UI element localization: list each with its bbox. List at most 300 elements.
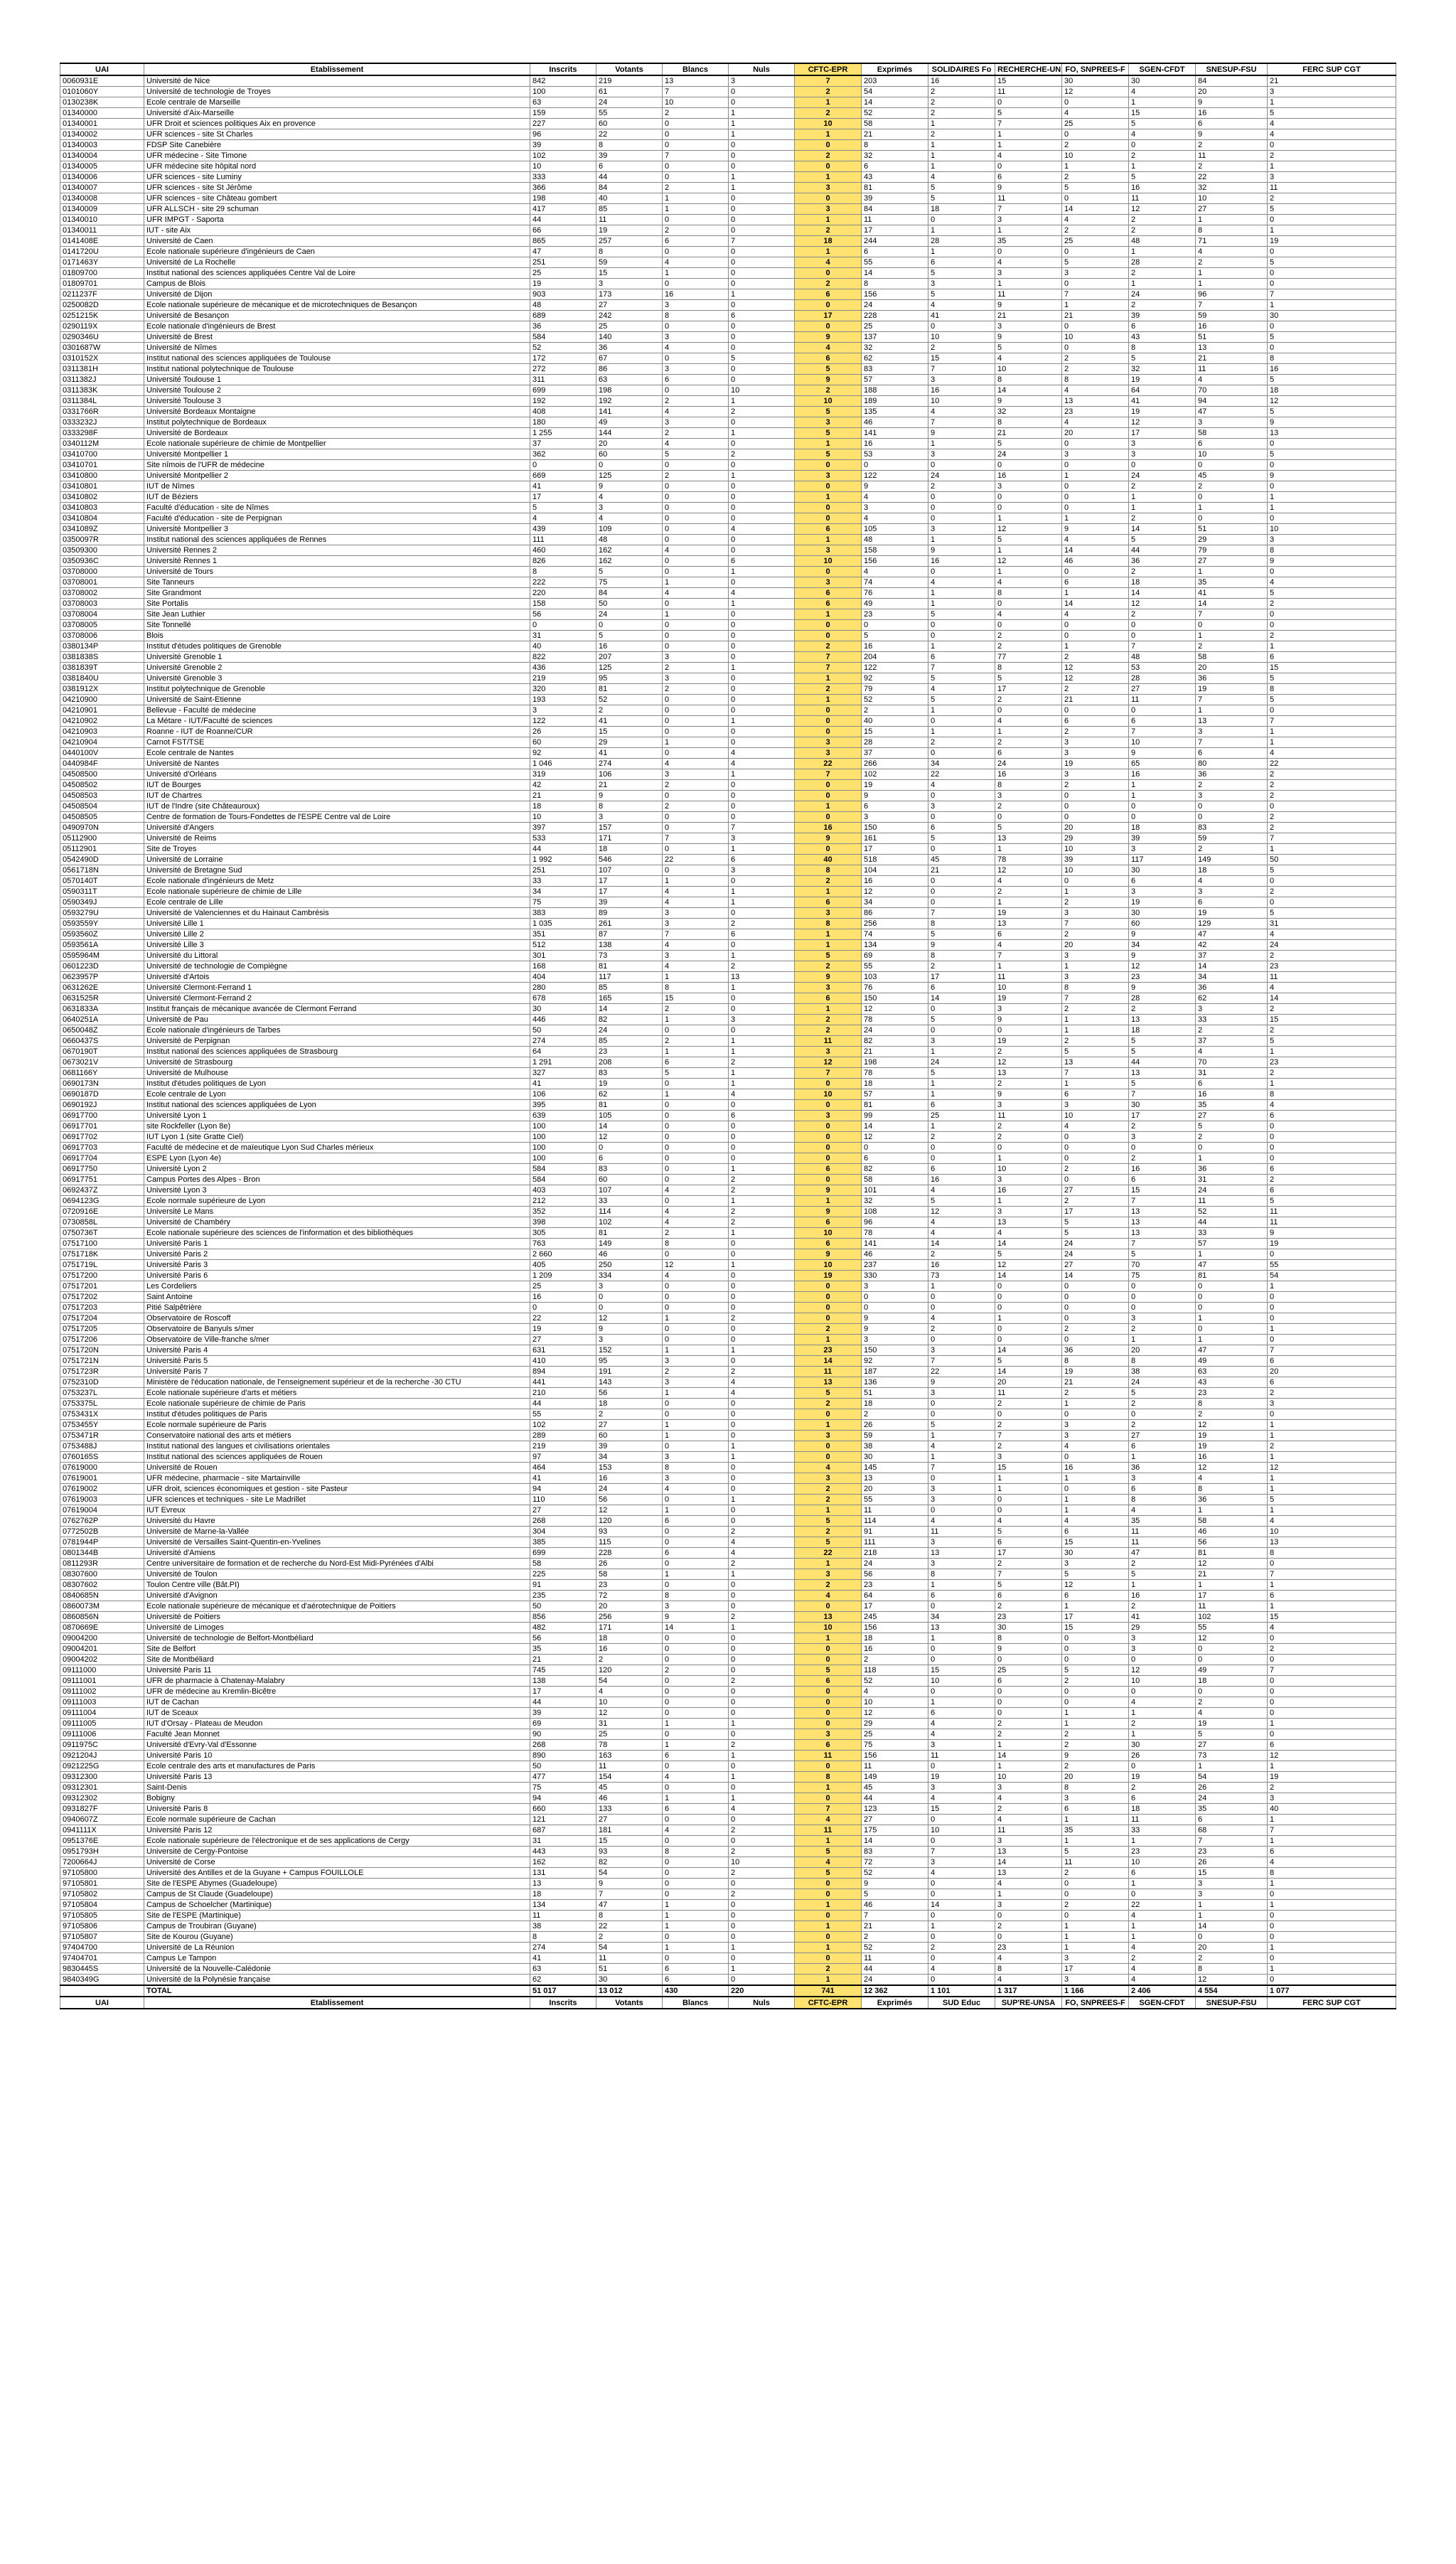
- cell-fo-snprees: 0: [1062, 343, 1129, 353]
- cell-solidaires: 7: [928, 417, 995, 428]
- table-row: [60, 961, 1396, 972]
- table-row: [60, 1345, 1396, 1356]
- cell-solidaires: 9: [928, 545, 995, 556]
- cell-blancs: 0: [663, 791, 729, 801]
- cell-nuls: 0: [729, 1932, 795, 1943]
- cell-votants: 140: [596, 332, 663, 343]
- cell-inscrits: 410: [530, 1356, 596, 1367]
- cell-solidaires: 2: [928, 1324, 995, 1335]
- cell-exprimes: 32: [862, 1196, 928, 1207]
- cell-cftc-epr: 2: [795, 87, 862, 97]
- cell-nuls: 1: [729, 1260, 795, 1271]
- cell-recherche-unsa: 4: [995, 151, 1062, 161]
- cell-uai: 07619004: [60, 1505, 144, 1516]
- cell-uai: 0752310D: [60, 1377, 144, 1388]
- cell-votants: 117: [596, 972, 663, 983]
- cell-exprimes: 40: [862, 716, 928, 727]
- table-row: [60, 97, 1396, 108]
- cell-fo-snprees: 1: [1062, 1815, 1129, 1825]
- cell-fo-snprees: 0: [1062, 631, 1129, 641]
- cell-cftc-epr: 7: [795, 663, 862, 673]
- cell-ferc-sup-cgt: 19: [1268, 236, 1396, 247]
- cell-nuls: 1: [729, 983, 795, 993]
- cell-sgen-cfdt: 16: [1129, 183, 1196, 193]
- cell-inscrits: 37: [530, 439, 596, 449]
- cell-sgen-cfdt: 6: [1129, 876, 1196, 887]
- cell-inscrits: 27: [530, 1335, 596, 1345]
- cell-ferc-sup-cgt: 1: [1268, 161, 1396, 172]
- cell-uai: 97105807: [60, 1932, 144, 1943]
- cell-nuls: 1: [729, 1793, 795, 1804]
- cell-sgen-cfdt: 44: [1129, 545, 1196, 556]
- cell-solidaires: 5: [928, 1420, 995, 1431]
- table-row: [60, 279, 1396, 289]
- cell-exprimes: 79: [862, 684, 928, 695]
- cell-ferc-sup-cgt: 10: [1268, 524, 1396, 535]
- cell-recherche-unsa: 0: [995, 1335, 1062, 1345]
- cell-fo-snprees: 46: [1062, 556, 1129, 567]
- cell-snesup-fsu: 3: [1196, 727, 1268, 737]
- cell-blancs: 3: [663, 673, 729, 684]
- cell-cftc-epr: 0: [795, 1441, 862, 1452]
- cell-snesup-fsu: 8: [1196, 225, 1268, 236]
- cell-inscrits: 180: [530, 417, 596, 428]
- cell-ferc-sup-cgt: 14: [1268, 993, 1396, 1004]
- cell-votants: 192: [596, 396, 663, 407]
- cell-exprimes: 8: [862, 140, 928, 151]
- cell-etablissement: Université des Antilles et de la Guyane + Campus FOUILLOLE: [144, 1868, 530, 1879]
- cell-snesup-fsu: 58: [1196, 428, 1268, 439]
- cell-snesup-fsu: 8: [1196, 1484, 1268, 1495]
- cell-inscrits: 319: [530, 769, 596, 780]
- cell-votants: 219: [596, 75, 663, 87]
- cell-cftc-epr: 7: [795, 75, 862, 87]
- cell-etablissement: Ecole nationale supérieure de mécanique et de microtechniques de Besançon: [144, 300, 530, 311]
- cell-nuls: 0: [729, 268, 795, 279]
- cell-uai: 09111004: [60, 1708, 144, 1719]
- cell-cftc-epr: 9: [795, 833, 862, 844]
- cell-exprimes: 15: [862, 727, 928, 737]
- cell-sgen-cfdt: 13: [1129, 1228, 1196, 1239]
- cell-votants: 257: [596, 236, 663, 247]
- cell-exprimes: 103: [862, 972, 928, 983]
- cell-blancs: 4: [663, 1185, 729, 1196]
- table-row: [60, 588, 1396, 599]
- cell-blancs: 0: [663, 279, 729, 289]
- footer-nuls: Nuls: [729, 1997, 795, 2009]
- cell-sgen-cfdt: 19: [1129, 407, 1196, 417]
- cell-snesup-fsu: 36: [1196, 1164, 1268, 1175]
- cell-recherche-unsa: 1: [995, 129, 1062, 140]
- cell-sgen-cfdt: 0: [1129, 1143, 1196, 1153]
- cell-votants: 67: [596, 353, 663, 364]
- cell-votants: 39: [596, 897, 663, 908]
- cell-sgen-cfdt: 8: [1129, 343, 1196, 353]
- cell-ferc-sup-cgt: 0: [1268, 567, 1396, 577]
- cell-etablissement: Ecole nationale supérieure d'arts et métiers: [144, 1388, 530, 1399]
- cell-snesup-fsu: 35: [1196, 1804, 1268, 1815]
- cell-nuls: 0: [729, 791, 795, 801]
- cell-inscrits: 1 291: [530, 1057, 596, 1068]
- cell-solidaires: 14: [928, 1900, 995, 1911]
- cell-uai: 08307602: [60, 1580, 144, 1591]
- cell-solidaires: 0: [928, 513, 995, 524]
- cell-recherche-unsa: 3: [995, 1836, 1062, 1847]
- cell-votants: 15: [596, 727, 663, 737]
- header-uai: UAI: [60, 63, 144, 75]
- cell-exprimes: 136: [862, 1377, 928, 1388]
- cell-cftc-epr: 5: [795, 1665, 862, 1676]
- cell-ferc-sup-cgt: 2: [1268, 1644, 1396, 1655]
- cell-sgen-cfdt: 43: [1129, 332, 1196, 343]
- cell-sgen-cfdt: 11: [1129, 1527, 1196, 1537]
- cell-nuls: 1: [729, 471, 795, 481]
- cell-snesup-fsu: 4: [1196, 876, 1268, 887]
- cell-recherche-unsa: 16: [995, 769, 1062, 780]
- cell-etablissement: Bellevue - Faculté de médecine: [144, 705, 530, 716]
- cell-etablissement: Ecole normale supérieure de Paris: [144, 1420, 530, 1431]
- cell-snesup-fsu: 7: [1196, 1836, 1268, 1847]
- cell-etablissement: La Métare - IUT/Faculté de sciences: [144, 716, 530, 727]
- cell-ferc-sup-cgt: 5: [1268, 1495, 1396, 1505]
- cell-etablissement: Campus Portes des Alpes - Bron: [144, 1175, 530, 1185]
- cell-votants: 120: [596, 1665, 663, 1676]
- cell-solidaires: 4: [928, 1964, 995, 1975]
- cell-recherche-unsa: 16: [995, 471, 1062, 481]
- cell-fo-snprees: 1: [1062, 1495, 1129, 1505]
- table-row: [60, 1292, 1396, 1303]
- cell-snesup-fsu: 5: [1196, 1729, 1268, 1740]
- cell-inscrits: 699: [530, 1548, 596, 1559]
- cell-blancs: 0: [663, 1879, 729, 1889]
- cell-votants: 3: [596, 1335, 663, 1345]
- cell-inscrits: 397: [530, 823, 596, 833]
- cell-fo-snprees: 10: [1062, 865, 1129, 876]
- cell-fo-snprees: 5: [1062, 1228, 1129, 1239]
- cell-solidaires: 4: [928, 1228, 995, 1239]
- cell-fo-snprees: 0: [1062, 1175, 1129, 1185]
- cell-votants: 141: [596, 407, 663, 417]
- cell-votants: 24: [596, 1484, 663, 1495]
- cell-exprimes: 161: [862, 833, 928, 844]
- cell-cftc-epr: 6: [795, 1740, 862, 1751]
- cell-nuls: 3: [729, 75, 795, 87]
- cell-ferc-sup-cgt: 0: [1268, 1687, 1396, 1697]
- cell-solidaires: 1: [928, 641, 995, 652]
- cell-solidaires: 1: [928, 1047, 995, 1057]
- cell-snesup-fsu: 2: [1196, 1953, 1268, 1964]
- cell-solidaires: 0: [928, 844, 995, 855]
- table-row: [60, 1847, 1396, 1857]
- footer-votants: Votants: [596, 1997, 663, 2009]
- cell-solidaires: 7: [928, 908, 995, 919]
- cell-ferc-sup-cgt: 0: [1268, 460, 1396, 471]
- cell-fo-snprees: 2: [1062, 1036, 1129, 1047]
- cell-inscrits: 439: [530, 524, 596, 535]
- cell-snesup-fsu: 1: [1196, 1505, 1268, 1516]
- cell-fo-snprees: 36: [1062, 1345, 1129, 1356]
- cell-etablissement: Université d'Aix-Marseille: [144, 108, 530, 119]
- cell-inscrits: 92: [530, 748, 596, 759]
- cell-cftc-epr: 1: [795, 439, 862, 449]
- cell-solidaires: 1: [928, 225, 995, 236]
- cell-inscrits: 822: [530, 652, 596, 663]
- cell-solidaires: 1: [928, 588, 995, 599]
- cell-nuls: 0: [729, 1249, 795, 1260]
- cell-uai: 01340001: [60, 119, 144, 129]
- cell-etablissement: Institut d'études politiques de Grenoble: [144, 641, 530, 652]
- cell-sgen-cfdt: 0: [1129, 1687, 1196, 1697]
- cell-fo-snprees: 24: [1062, 1249, 1129, 1260]
- table-row: [60, 1900, 1396, 1911]
- cell-sgen-cfdt: 2: [1129, 1153, 1196, 1164]
- cell-blancs: 1: [663, 1911, 729, 1921]
- cell-cftc-epr: 40: [795, 855, 862, 865]
- cell-cftc-epr: 10: [795, 1228, 862, 1239]
- cell-recherche-unsa: 0: [995, 492, 1062, 503]
- cell-uai: 01340002: [60, 129, 144, 140]
- cell-recherche-unsa: 12: [995, 865, 1062, 876]
- cell-fo-snprees: 4: [1062, 609, 1129, 620]
- cell-etablissement: Université Paris 5: [144, 1356, 530, 1367]
- cell-inscrits: 36: [530, 321, 596, 332]
- cell-nuls: 0: [729, 513, 795, 524]
- cell-blancs: 13: [663, 75, 729, 87]
- cell-snesup-fsu: 0: [1196, 801, 1268, 812]
- cell-uai: 01340005: [60, 161, 144, 172]
- cell-solidaires: 4: [928, 172, 995, 183]
- table-row: [60, 855, 1396, 865]
- cell-votants: 16: [596, 641, 663, 652]
- cell-recherche-unsa: 2: [995, 1079, 1062, 1089]
- cell-fo-snprees: 13: [1062, 396, 1129, 407]
- cell-fo-snprees: 1: [1062, 1025, 1129, 1036]
- cell-blancs: 4: [663, 961, 729, 972]
- cell-nuls: 0: [729, 1665, 795, 1676]
- cell-nuls: 2: [729, 1868, 795, 1879]
- cell-sgen-cfdt: 13: [1129, 1068, 1196, 1079]
- cell-sgen-cfdt: 0: [1129, 812, 1196, 823]
- cell-votants: 84: [596, 183, 663, 193]
- cell-fo-snprees: 8: [1062, 1356, 1129, 1367]
- cell-nuls: 0: [729, 641, 795, 652]
- cell-etablissement: Université de Nîmes: [144, 343, 530, 353]
- cell-recherche-unsa: 2: [995, 1132, 1062, 1143]
- cell-blancs: 2: [663, 428, 729, 439]
- table-row: [60, 215, 1396, 225]
- cell-cftc-epr: 0: [795, 300, 862, 311]
- cell-snesup-fsu: 27: [1196, 204, 1268, 215]
- cell-inscrits: 398: [530, 1217, 596, 1228]
- footer-sgen-cfdt: SGEN-CFDT: [1129, 1997, 1196, 2009]
- cell-fo-snprees: 1: [1062, 1079, 1129, 1089]
- cell-fo-snprees: 1: [1062, 1601, 1129, 1612]
- cell-uai: 0911975C: [60, 1740, 144, 1751]
- footer-sud-educ: SUD Educ: [928, 1997, 995, 2009]
- cell-votants: 15: [596, 268, 663, 279]
- cell-uai: 0060931E: [60, 75, 144, 87]
- cell-fo-snprees: 2: [1062, 1004, 1129, 1015]
- cell-nuls: 1: [729, 396, 795, 407]
- cell-fo-snprees: 1: [1062, 1399, 1129, 1409]
- cell-exprimes: 81: [862, 183, 928, 193]
- table-row: [60, 1697, 1396, 1708]
- cell-cftc-epr: 1: [795, 929, 862, 940]
- cell-sgen-cfdt: 29: [1129, 1623, 1196, 1633]
- cell-exprimes: 28: [862, 737, 928, 748]
- cell-blancs: 0: [663, 1335, 729, 1345]
- cell-sgen-cfdt: 0: [1129, 1655, 1196, 1665]
- cell-fo-snprees: 3: [1062, 1953, 1129, 1964]
- cell-ferc-sup-cgt: 13: [1268, 428, 1396, 439]
- cell-fo-snprees: 3: [1062, 972, 1129, 983]
- cell-cftc-epr: 1: [795, 1975, 862, 1986]
- cell-nuls: 0: [729, 492, 795, 503]
- cell-blancs: 1: [663, 876, 729, 887]
- cell-recherche-unsa: 3: [995, 321, 1062, 332]
- cell-ferc-sup-cgt: 5: [1268, 204, 1396, 215]
- cell-cftc-epr: 6: [795, 1239, 862, 1249]
- cell-inscrits: 168: [530, 961, 596, 972]
- cell-exprimes: 14: [862, 1836, 928, 1847]
- cell-blancs: 0: [663, 1676, 729, 1687]
- cell-solidaires: 2: [928, 129, 995, 140]
- cell-etablissement: Institut polytechnique de Bordeaux: [144, 417, 530, 428]
- cell-sgen-cfdt: 9: [1129, 983, 1196, 993]
- cell-blancs: 0: [663, 353, 729, 364]
- cell-ferc-sup-cgt: 2: [1268, 1441, 1396, 1452]
- cell-sgen-cfdt: 3: [1129, 1473, 1196, 1484]
- cell-snesup-fsu: 58: [1196, 652, 1268, 663]
- cell-recherche-unsa: 9: [995, 300, 1062, 311]
- cell-blancs: 12: [663, 1260, 729, 1271]
- cell-blancs: 0: [663, 1143, 729, 1153]
- cell-etablissement: UFR sciences - site St Jérôme: [144, 183, 530, 193]
- cell-exprimes: 114: [862, 1516, 928, 1527]
- cell-blancs: 4: [663, 759, 729, 769]
- cell-inscrits: 75: [530, 1783, 596, 1793]
- cell-fo-snprees: 4: [1062, 215, 1129, 225]
- cell-ferc-sup-cgt: 4: [1268, 129, 1396, 140]
- cell-inscrits: 41: [530, 1953, 596, 1964]
- cell-inscrits: 39: [530, 1708, 596, 1719]
- cell-sgen-cfdt: 0: [1129, 705, 1196, 716]
- cell-etablissement: Université Grenoble 3: [144, 673, 530, 684]
- cell-cftc-epr: 1: [795, 940, 862, 951]
- cell-nuls: 1: [729, 1772, 795, 1783]
- cell-etablissement: Université de Poitiers: [144, 1612, 530, 1623]
- table-row: [60, 545, 1396, 556]
- cell-snesup-fsu: 27: [1196, 1111, 1268, 1121]
- table-row: [60, 1463, 1396, 1473]
- cell-snesup-fsu: 4: [1196, 1708, 1268, 1719]
- cell-recherche-unsa: 6: [995, 929, 1062, 940]
- cell-exprimes: 12 362: [862, 1985, 928, 1997]
- cell-fo-snprees: 2: [1062, 684, 1129, 695]
- cell-uai: 0250082D: [60, 300, 144, 311]
- cell-blancs: 6: [663, 375, 729, 385]
- cell-exprimes: 12: [862, 1132, 928, 1143]
- cell-nuls: 0: [729, 535, 795, 545]
- table-row: [60, 748, 1396, 759]
- cell-ferc-sup-cgt: 54: [1268, 1271, 1396, 1281]
- cell-solidaires: 4: [928, 780, 995, 791]
- cell-exprimes: 12: [862, 1004, 928, 1015]
- cell-sgen-cfdt: 8: [1129, 1356, 1196, 1367]
- cell-blancs: 0: [663, 1537, 729, 1548]
- cell-votants: 191: [596, 1367, 663, 1377]
- cell-exprimes: 24: [862, 1559, 928, 1569]
- cell-sgen-cfdt: 2: [1129, 215, 1196, 225]
- cell-nuls: 5: [729, 353, 795, 364]
- cell-solidaires: 3: [928, 279, 995, 289]
- cell-blancs: 0: [663, 140, 729, 151]
- cell-votants: 106: [596, 769, 663, 780]
- cell-snesup-fsu: 59: [1196, 311, 1268, 321]
- cell-exprimes: 99: [862, 1111, 928, 1121]
- cell-blancs: 2: [663, 396, 729, 407]
- cell-uai: 03410800: [60, 471, 144, 481]
- table-row: [60, 481, 1396, 492]
- cell-fo-snprees: 10: [1062, 844, 1129, 855]
- cell-uai: 06917704: [60, 1153, 144, 1164]
- table-row: [60, 1228, 1396, 1239]
- cell-uai: 04508505: [60, 812, 144, 823]
- cell-fo-snprees: 9: [1062, 524, 1129, 535]
- cell-votants: 60: [596, 1431, 663, 1441]
- cell-solidaires: 7: [928, 1356, 995, 1367]
- cell-etablissement: Site de Kourou (Guyane): [144, 1932, 530, 1943]
- cell-etablissement: Pitié Salpêtrière: [144, 1303, 530, 1313]
- cell-votants: 86: [596, 364, 663, 375]
- cell-solidaires: 6: [928, 823, 995, 833]
- cell-blancs: 2: [663, 663, 729, 673]
- cell-etablissement: Université Paris 4: [144, 1345, 530, 1356]
- cell-ferc-sup-cgt: 9: [1268, 556, 1396, 567]
- cell-nuls: 0: [729, 1879, 795, 1889]
- cell-exprimes: 57: [862, 1089, 928, 1100]
- cell-nuls: 0: [729, 1815, 795, 1825]
- cell-cftc-epr: 4: [795, 1857, 862, 1868]
- table-row: [60, 1089, 1396, 1100]
- cell-solidaires: 15: [928, 353, 995, 364]
- cell-exprimes: 156: [862, 556, 928, 567]
- cell-inscrits: 584: [530, 1175, 596, 1185]
- table-row: [60, 1271, 1396, 1281]
- cell-votants: 208: [596, 1057, 663, 1068]
- cell-cftc-epr: 0: [795, 1708, 862, 1719]
- cell-votants: 24: [596, 1025, 663, 1036]
- cell-ferc-sup-cgt: 8: [1268, 1089, 1396, 1100]
- table-row: [60, 1079, 1396, 1089]
- cell-inscrits: 158: [530, 599, 596, 609]
- cell-fo-snprees: 6: [1062, 1527, 1129, 1537]
- cell-blancs: 0: [663, 599, 729, 609]
- cell-uai: 0601223D: [60, 961, 144, 972]
- cell-recherche-unsa: 13: [995, 833, 1062, 844]
- cell-etablissement: UFR ALLSCH - site 29 schuman: [144, 204, 530, 215]
- cell-solidaires: 16: [928, 1260, 995, 1271]
- cell-uai: 0440984F: [60, 759, 144, 769]
- table-row: [60, 1196, 1396, 1207]
- cell-recherche-unsa: 8: [995, 588, 1062, 599]
- cell-blancs: 0: [663, 620, 729, 631]
- cell-votants: 109: [596, 524, 663, 535]
- cell-votants: 6: [596, 161, 663, 172]
- cell-snesup-fsu: 18: [1196, 1676, 1268, 1687]
- cell-ferc-sup-cgt: 16: [1268, 364, 1396, 375]
- cell-uai: 9840349G: [60, 1975, 144, 1986]
